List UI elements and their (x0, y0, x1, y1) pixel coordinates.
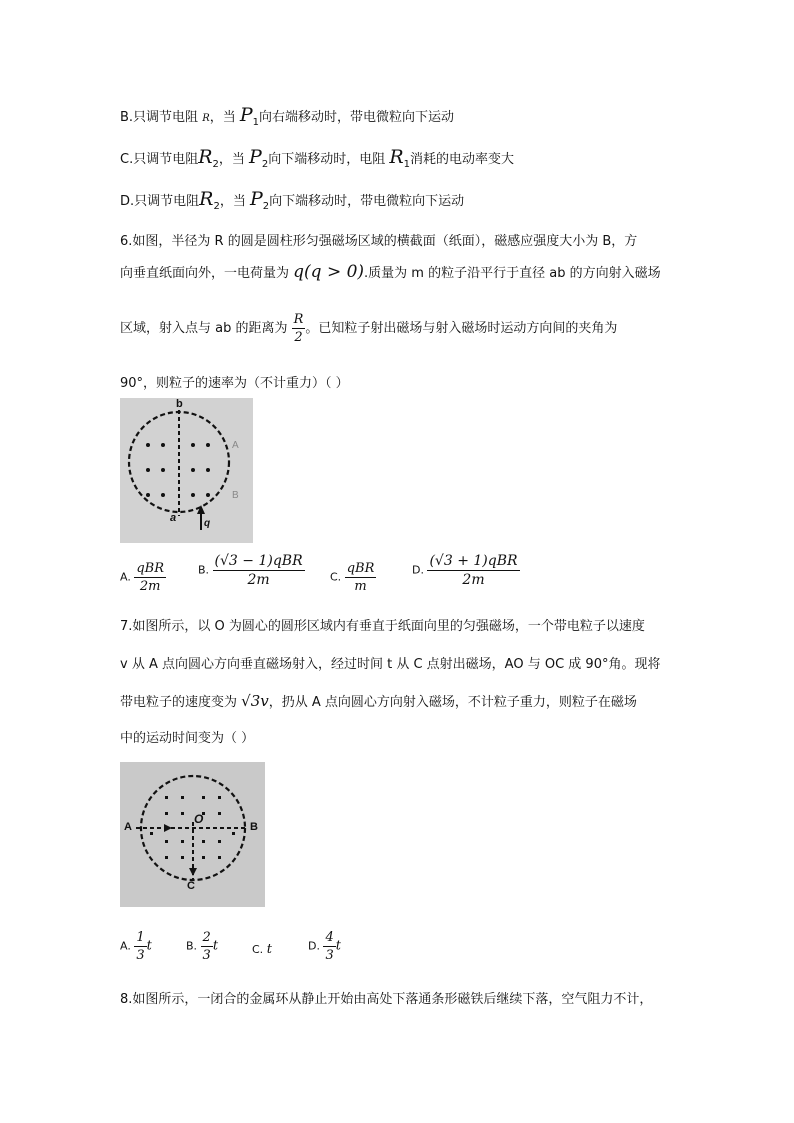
q6-stem-line-3a: 区域，射入点与 ab 的距离为 (120, 321, 292, 336)
q7-speed: √3v (241, 692, 269, 710)
q7-option-b-fraction (201, 930, 213, 963)
q5-option-b-p: P (239, 104, 253, 126)
q6-option-d-label: D. (412, 563, 424, 577)
q5-option-c-mid2: 向下端移动时，电阻 (268, 152, 390, 167)
q6-option-a-fraction (134, 561, 166, 594)
q7-figure (120, 762, 265, 907)
q6-option-c (330, 561, 376, 594)
q7-option-c-label: C. (252, 943, 264, 956)
q5-option-d-text: D.只调节电阻 (120, 194, 200, 209)
q7-option-d-den: 3 (325, 948, 334, 963)
q6-distance-num: R (293, 312, 304, 327)
q7-option-a-label: A. (120, 939, 131, 953)
q6-option-d-num: (√3 + 1)qBR (429, 553, 518, 569)
q5-option-c-rsub: 2 (212, 159, 219, 170)
q5-option-c-r1: R (389, 146, 404, 168)
q6-distance-fraction (292, 312, 306, 345)
q7-stem-line-3 (120, 691, 637, 710)
q7-label-b: B (250, 821, 258, 833)
q5-option-c-p: P (249, 146, 262, 168)
q7-option-c-var: t (266, 942, 272, 957)
q5-option-c-mid: ，当 (218, 152, 250, 167)
q7-option-a-den: 3 (136, 948, 145, 963)
q7-option-a-fraction (134, 930, 146, 963)
q7-option-d (308, 930, 341, 963)
q7-stem-line-2: v 从 A 点向圆心方向垂直磁场射入，经过时间 t 从 C 点射出磁场，AO 与 OC 成 90°角。现将 (120, 657, 661, 672)
q5-option-c (120, 146, 514, 170)
q7-stem-line-3a: 带电粒子的速度变为 (120, 695, 242, 710)
q6-option-b-den: 2m (247, 572, 270, 588)
q6-option-b (198, 553, 305, 588)
q6-option-d (412, 553, 520, 588)
q5-option-d-rest: 向下端移动时，带电微粒向下运动 (269, 194, 465, 209)
q6-option-a (120, 561, 166, 594)
q5-option-d (120, 188, 464, 212)
q6-label-a: a (170, 512, 177, 524)
q6-stem-line-2a: 向垂直纸面向外，一电荷量为 (120, 266, 294, 281)
q7-option-a-var: t (146, 938, 152, 954)
q6-figure-drawing (120, 398, 253, 543)
q5-option-b-text: B.只调节电阻 (120, 110, 203, 125)
q5-option-b-psub: 1 (252, 117, 260, 128)
q6-figure (120, 398, 253, 543)
q6-charge: q(q > 0) (293, 262, 365, 282)
q6-stem-line-4: 90°，则粒子的速率为（不计重力）（ ） (120, 376, 349, 391)
q6-option-c-den: m (354, 579, 367, 594)
q5-option-c-r1sub: 1 (403, 159, 411, 170)
q7-option-a (120, 930, 152, 963)
q6-stem-line-3b: 。已知粒子射出磁场与射入磁场时运动方向间的夹角为 (305, 321, 618, 336)
q7-option-a-num: 1 (136, 930, 145, 945)
q7-label-a: A (124, 821, 132, 833)
q5-option-d-mid: ，当 (219, 194, 250, 209)
q5-option-c-rest: 消耗的电动率变大 (410, 152, 515, 167)
q6-option-b-fraction (213, 553, 305, 588)
q7-stem-line-1: 7.如图所示，以 O 为圆心的圆形区域内有垂直于纸面向里的匀强磁场，一个带电粒子以速度 (120, 619, 645, 634)
q6-distance-den: 2 (294, 330, 303, 345)
q6-option-b-label: B. (198, 563, 210, 577)
q5-option-c-r: R (198, 146, 213, 168)
q6-option-d-fraction (427, 553, 519, 588)
q7-option-b-den: 3 (202, 948, 211, 963)
q7-stem-line-3b: ，扔从 A 点向圆心方向射入磁场，不计粒子重力，则粒子在磁场 (268, 695, 637, 710)
q7-option-d-label: D. (308, 939, 320, 953)
q6-label-b: b (176, 398, 183, 410)
q5-option-d-psub: 2 (262, 201, 270, 212)
q7-option-b-var: t (212, 938, 219, 954)
q7-label-c: C (187, 880, 195, 892)
q6-option-a-num: qBR (136, 561, 164, 576)
q5-option-d-r: R (199, 188, 214, 210)
svg-text:B: B (232, 490, 239, 501)
q5-option-b-rest: 向右端移动时，带电微粒向下运动 (259, 110, 455, 125)
q6-option-a-label: A. (120, 570, 131, 584)
q7-option-d-var: t (335, 938, 341, 954)
q6-option-d-den: 2m (462, 572, 485, 588)
q7-label-o: O (194, 812, 204, 826)
q7-option-b-num: 2 (202, 930, 211, 945)
q6-stem-line-2b: .质量为 m 的粒子沿平行于直径 ab 的方向射入磁场 (364, 266, 661, 281)
q5-option-d-p: P (249, 188, 263, 210)
q5-option-c-text: C.只调节电阻 (120, 152, 199, 167)
q6-option-c-num: qBR (346, 561, 375, 576)
q5-option-b-mid: ，当 (209, 110, 240, 125)
svg-text:A: A (232, 440, 239, 451)
q6-label-q: q (204, 518, 211, 529)
q7-option-b (186, 930, 218, 963)
q7-stem-line-4: 中的运动时间变为（ ） (120, 731, 255, 746)
q5-option-d-rsub: 2 (213, 201, 220, 212)
q6-option-a-den: 2m (139, 579, 161, 594)
q7-option-c (252, 942, 272, 957)
q6-option-c-fraction (345, 561, 377, 594)
q6-stem-line-3 (120, 312, 617, 345)
q6-stem-line-1: 6.如图，半径为 R 的圆是圆柱形匀强磁场区域的横截面（纸面），磁感应强度大小为 B，方 (120, 234, 638, 249)
q6-stem-line-2 (120, 262, 661, 282)
q7-option-d-num: 4 (325, 930, 334, 945)
q5-option-b-var: R (202, 113, 210, 124)
q5-option-b (120, 104, 454, 128)
q5-option-c-psub: 2 (261, 159, 269, 170)
q6-option-c-label: C. (330, 570, 342, 584)
q6-option-b-num: (√3 − 1)qBR (214, 553, 303, 569)
q7-option-b-label: B. (186, 939, 198, 953)
q8-stem-line-1: 8.如图所示，一闭合的金属环从静止开始由高处下落通条形磁铁后继续下落，空气阻力不计， (120, 992, 653, 1007)
q7-option-d-fraction (323, 930, 335, 963)
